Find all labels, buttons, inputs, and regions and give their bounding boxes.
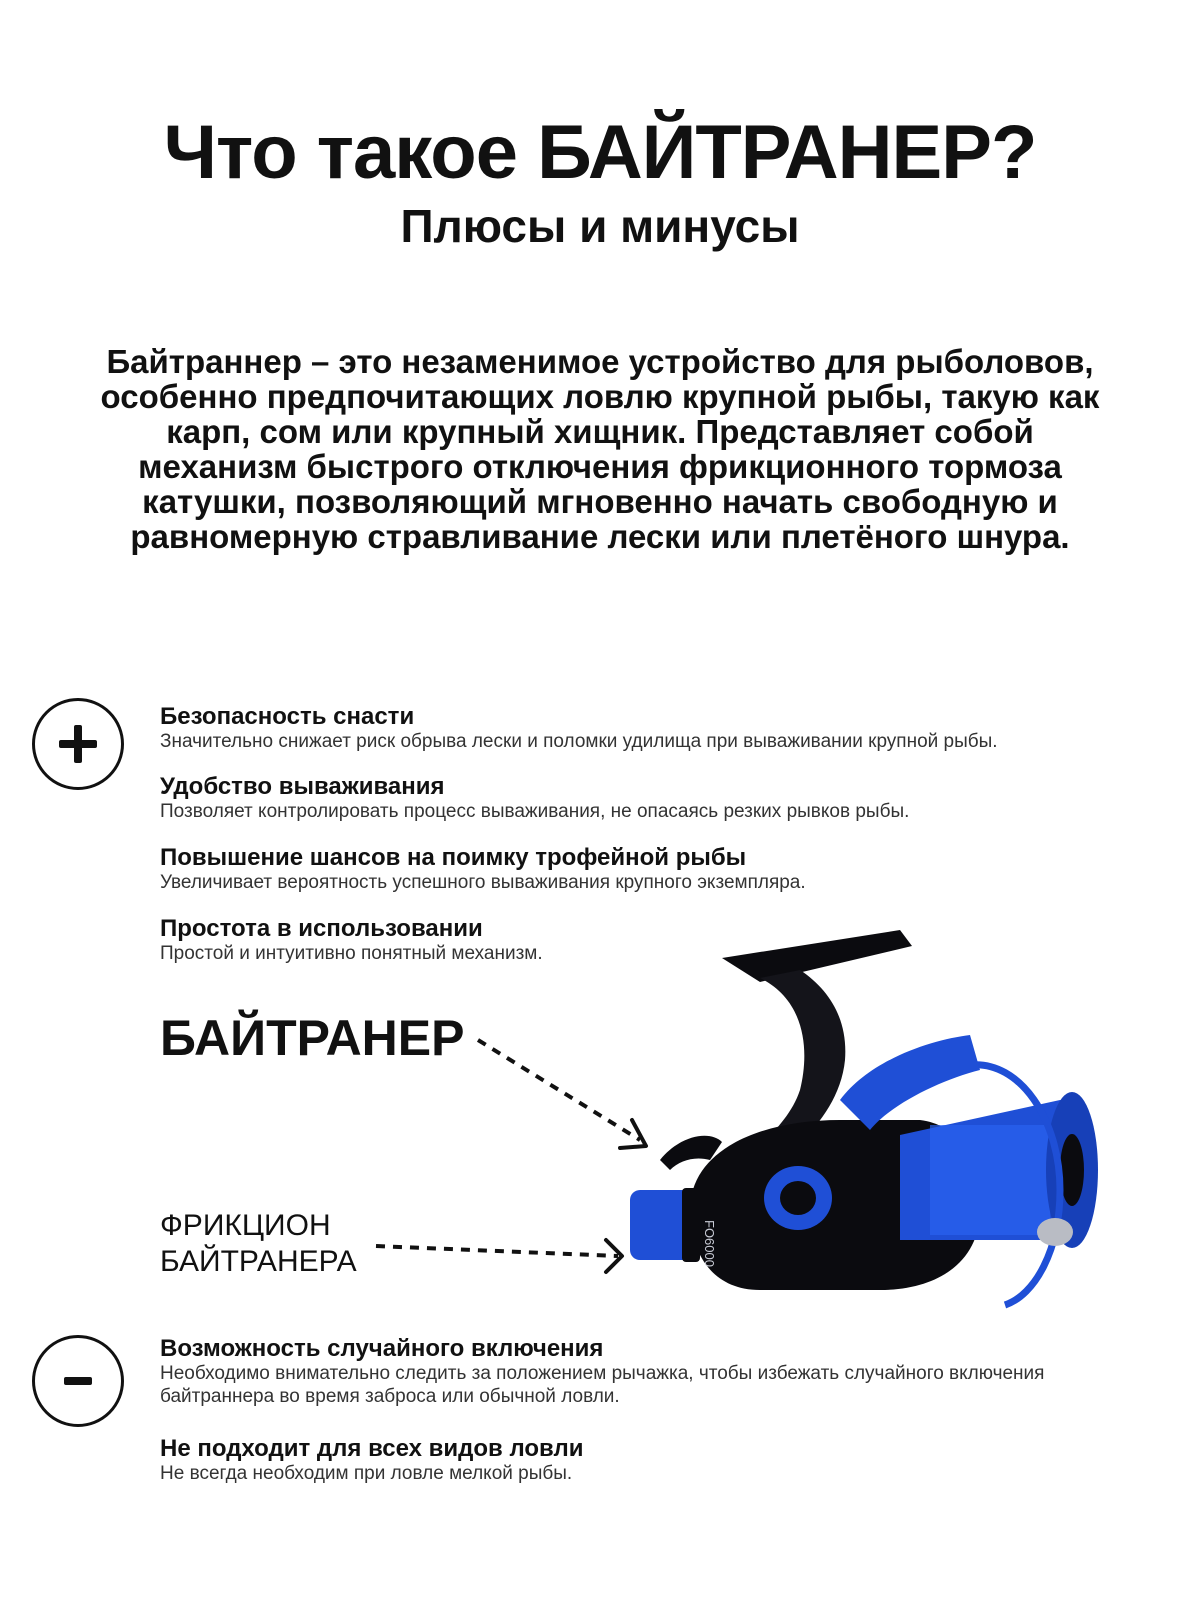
friction-label-line2: БАЙТРАНЕРА <box>160 1245 357 1278</box>
pro-text: Позволяет контролировать процесс вываживания, не опасаясь резких рывков рыбы. <box>160 801 910 822</box>
pro-text: Значительно снижает риск обрыва лески и поломки удилища при вываживании крупной рыбы. <box>160 731 998 752</box>
friction-label-line1: ФРИКЦИОН <box>160 1209 331 1242</box>
con-text: Необходимо внимательно следить за положением рычажка, чтобы избежать случайного включения байтраннера во время заброса или обычной ловли. <box>160 1363 1045 1407</box>
reel-line-roller <box>1037 1218 1073 1246</box>
page-subtitle: Плюсы и минусы <box>400 200 800 252</box>
pro-title: Простота в использовании <box>160 915 483 942</box>
con-text: Не всегда необходим при ловле мелкой рыбы. <box>160 1463 573 1484</box>
pro-item <box>160 774 1160 823</box>
intro-paragraph: Байтраннер – это незаменимое устройство для рыболовов, особенно предпочитающих ловлю крупной рыбы, такую как карп, сом или крупный хищник. Представляет собой механизм быстрого отключения фрикционного тормоза катушки, позволяющий мгновенно начать свободную и равномерную стравливание лески или плетёного шнура. <box>100 343 1100 555</box>
reel-foot <box>722 930 912 982</box>
reel-model-text: FO6000 <box>702 1220 717 1267</box>
pro-item <box>160 845 1160 894</box>
plus-bar-vertical <box>74 725 82 763</box>
pro-title: Безопасность снасти <box>160 703 415 730</box>
reel-spool-band <box>930 1125 1050 1235</box>
con-title: Не подходит для всех видов ловли <box>160 1435 584 1462</box>
friction-label <box>160 1208 420 1280</box>
reel-drag-knob-rim <box>682 1188 700 1262</box>
con-item <box>160 1436 1160 1485</box>
spinning-reel-image <box>460 920 1130 1350</box>
plus-circle-icon <box>32 698 124 790</box>
pro-text: Простой и интуитивно понятный механизм. <box>160 943 543 964</box>
pro-item <box>160 704 1160 753</box>
minus-circle-icon <box>32 1335 124 1427</box>
baitrunner-label: БАЙТРАНЕР <box>160 1010 465 1066</box>
pro-text: Увеличивает вероятность успешного вываживания крупного экземпляра. <box>160 872 806 893</box>
page-title: Что такое БАЙТРАНЕР? <box>163 110 1037 195</box>
con-title: Возможность случайного включения <box>160 1335 604 1362</box>
minus-bar <box>64 1377 92 1385</box>
reel-rotor-center <box>780 1181 816 1215</box>
con-item <box>160 1336 1160 1408</box>
reel-rotor-top <box>840 1035 980 1130</box>
pro-title: Повышение шансов на поимку трофейной рыбы <box>160 844 747 871</box>
reel-spool-cap <box>1060 1134 1084 1206</box>
pro-title: Удобство вываживания <box>160 773 445 800</box>
